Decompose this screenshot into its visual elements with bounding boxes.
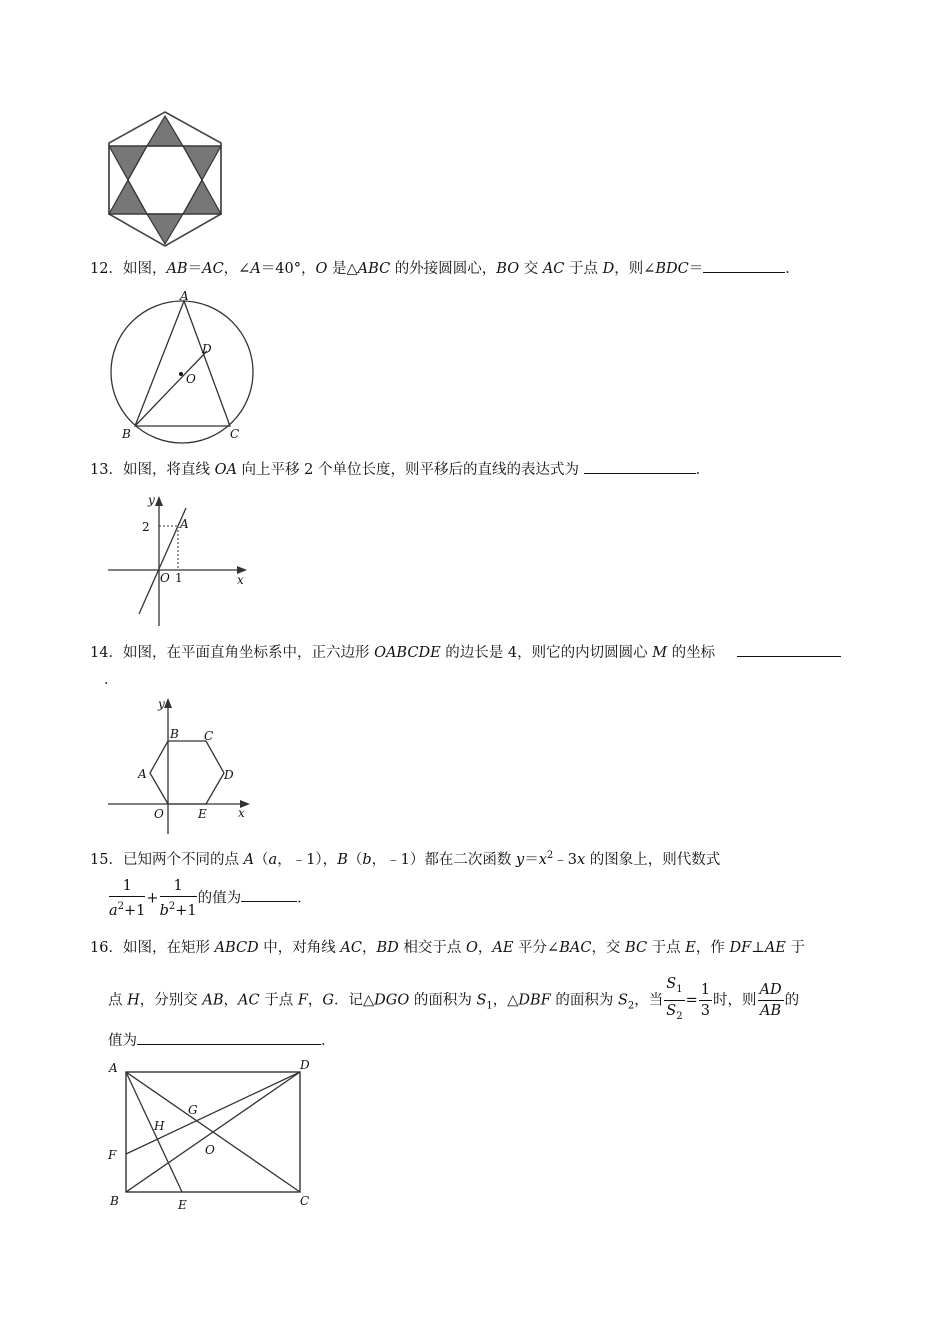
label-C: C	[204, 729, 214, 743]
label-B: B	[170, 727, 179, 741]
answer-blank-16[interactable]	[137, 1030, 321, 1045]
label-x: x	[238, 806, 245, 820]
label-G: G	[188, 1103, 198, 1117]
fraction-b: $\frac{1}{b^2+1}$	[159, 878, 197, 919]
answer-blank-13[interactable]	[584, 459, 696, 474]
fraction-one-third: $\frac{1}{3}$	[700, 981, 710, 1019]
label-x: x	[237, 573, 244, 587]
rectangle-figure	[100, 1054, 320, 1216]
question-12-text: 12．如图，AB＝AC，∠A＝40°，O 是△ABC 的外接圆圆心，BO 交 AC 于点 D，则∠BDC＝ ．	[90, 258, 800, 279]
question-16-line-3: 值为 ．	[108, 1030, 336, 1051]
label-2: 2	[142, 520, 150, 534]
label-A: A	[138, 767, 147, 781]
label-O: O	[186, 372, 196, 386]
label-E: E	[178, 1198, 187, 1212]
label-D: D	[224, 768, 234, 782]
question-15-text: 15．已知两个不同的点 A（a，﹣1），B（b，﹣1）都在二次函数 $y=x^2﹣3x$ 的图象上，则代数式	[90, 850, 721, 868]
label-B: B	[122, 427, 131, 441]
label-1: 1	[175, 571, 183, 585]
label-B: B	[110, 1194, 119, 1208]
answer-blank-14[interactable]	[737, 642, 841, 657]
answer-blank-15[interactable]	[241, 887, 297, 902]
question-14-end: ．	[104, 672, 119, 688]
circle-triangle-figure	[104, 288, 260, 444]
label-O: O	[154, 807, 164, 821]
hexagram-figure	[100, 108, 230, 250]
answer-blank-12[interactable]	[703, 258, 785, 273]
label-A: A	[180, 517, 189, 531]
label-D: D	[202, 342, 212, 356]
label-C: C	[230, 427, 240, 441]
label-F: F	[108, 1148, 117, 1162]
fraction-ad-ab: $\frac{AD}{AB}$	[759, 981, 782, 1019]
line-graph-figure	[104, 490, 254, 630]
fraction-s1-s2: $\frac{S_1}{S_2}$	[666, 976, 683, 1022]
label-O: O	[205, 1143, 215, 1157]
hexagon-coordinate-figure	[104, 694, 254, 836]
label-y: y	[148, 493, 155, 507]
question-16-line-1: 16．如图，在矩形 ABCD 中，对角线 AC，BD 相交于点 O，AE 平分∠BAC，交 BC 于点 E，作 DF⊥AE 于	[90, 940, 805, 956]
fraction-a: $\frac{1}{a^2+1}$	[109, 878, 146, 919]
label-D: D	[300, 1058, 310, 1072]
question-14-text: 14．如图，在平面直角坐标系中，正六边形 OABCDE 的边长是 4，则它的内切圆圆心 M 的坐标	[90, 642, 841, 663]
question-16-line-2: 点 H，分别交 AB，AC 于点 F，G．记△DGO 的面积为 $S_1$，△DBF 的面积为 $S_2$，当 $\frac{S_1}{S_2}$ = $\frac{1}{3}$ 时，则 $\frac{AD}{AB}$ 的	[108, 974, 799, 1027]
label-A: A	[109, 1061, 118, 1075]
label-A: A	[180, 289, 189, 303]
question-13-text: 13．如图，将直线 OA 向上平移 2 个单位长度，则平移后的直线的表达式为 ．	[90, 459, 710, 480]
label-C: C	[300, 1194, 310, 1208]
label-O: O	[160, 571, 170, 585]
label-y: y	[158, 697, 165, 711]
question-15-expression: $\frac{1}{a^2+1}$ + $\frac{1}{b^2+1}$ 的值为 ．	[109, 878, 312, 919]
label-H: H	[154, 1119, 165, 1133]
label-E: E	[198, 807, 207, 821]
